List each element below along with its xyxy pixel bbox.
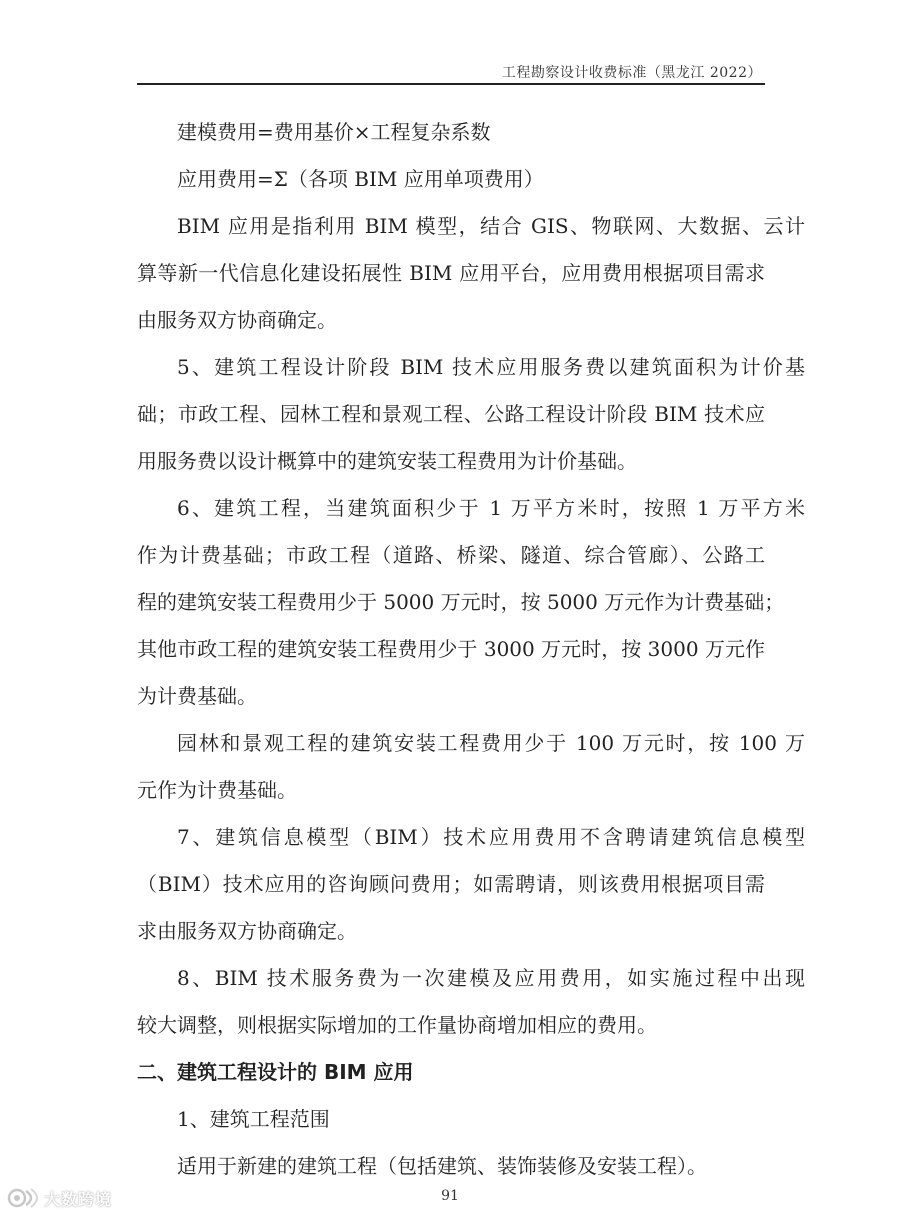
paragraph-line: BIM 应用是指利用 BIM 模型，结合 GIS、物联网、大数据、云计 — [177, 214, 805, 238]
section-heading: 二、建筑工程设计的 BIM 应用 — [137, 1060, 414, 1084]
formula-application-cost: 应用费用=Σ（各项 BIM 应用单项费用） — [177, 167, 544, 191]
paragraph-line: 程的建筑安装工程费用少于 5000 万元时，按 5000 万元作为计费基础； — [137, 590, 785, 614]
paragraph-line: 元作为计费基础。 — [137, 778, 297, 802]
paragraph-line: 其他市政工程的建筑安装工程费用少于 3000 万元时，按 3000 万元作 — [137, 637, 765, 661]
paragraph-line: （BIM）技术应用的咨询顾问费用；如需聘请，则该费用根据项目需 — [137, 872, 765, 896]
paragraph-line: 园林和景观工程的建筑安装工程费用少于 100 万元时，按 100 万 — [177, 731, 805, 755]
watermark-text: 大数跨境 — [44, 1189, 113, 1209]
running-header: 工程勘察设计收费标准（黑龙江 2022） — [501, 65, 762, 81]
paragraph-line: 求由服务双方协商确定。 — [137, 919, 357, 943]
paragraph-line: 7、建筑信息模型（BIM）技术应用费用不含聘请建筑信息模型 — [177, 825, 805, 849]
paragraph-line: 5、建筑工程设计阶段 BIM 技术应用服务费以建筑面积为计价基 — [177, 355, 805, 379]
subsection-heading: 1、建筑工程范围 — [177, 1107, 330, 1131]
paragraph-line: 用服务费以设计概算中的建筑安装工程费用为计价基础。 — [137, 449, 637, 473]
header-rule — [137, 83, 765, 85]
page-number: 91 — [441, 1188, 459, 1204]
paragraph-line: 较大调整，则根据实际增加的工作量协商增加相应的费用。 — [137, 1013, 657, 1037]
paragraph-line: 由服务双方协商确定。 — [137, 308, 337, 332]
paragraph-line: 适用于新建的建筑工程（包括建筑、装饰装修及安装工程）。 — [177, 1154, 707, 1178]
paragraph-line: 为计费基础。 — [137, 684, 257, 708]
paragraph-line: 础；市政工程、园林工程和景观工程、公路工程设计阶段 BIM 技术应 — [137, 402, 765, 426]
paragraph-line: 6、建筑工程，当建筑面积少于 1 万平方米时，按照 1 万平方米 — [177, 496, 805, 520]
paragraph-line: 8、BIM 技术服务费为一次建模及应用费用，如实施过程中出现 — [177, 966, 805, 990]
paragraph-line: 作为计费基础；市政工程（道路、桥梁、隧道、综合管廊）、公路工 — [137, 543, 765, 567]
paragraph-line: 算等新一代信息化建设拓展性 BIM 应用平台，应用费用根据项目需求 — [137, 261, 765, 285]
watermark — [6, 1184, 112, 1212]
watermark-logo-icon — [6, 1186, 40, 1210]
formula-modeling-cost: 建模费用=费用基价×工程复杂系数 — [177, 120, 491, 144]
